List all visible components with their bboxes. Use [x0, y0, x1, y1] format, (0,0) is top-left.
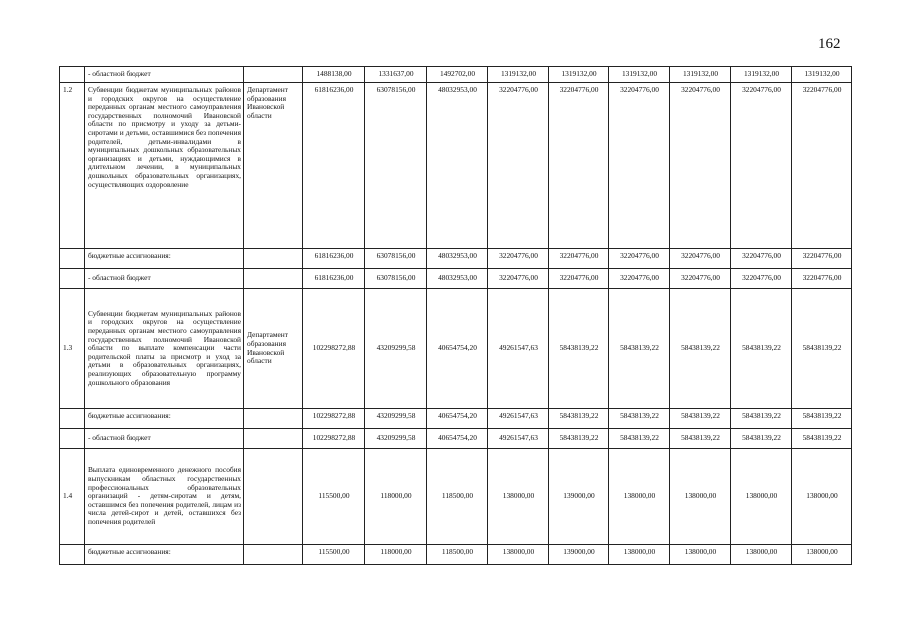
amount-cell: 58438139,22 — [670, 289, 731, 409]
table-row — [60, 83, 852, 249]
amount-cell: 49261547,63 — [488, 289, 549, 409]
row-number-cell — [60, 249, 85, 269]
amount-cell: 32204776,00 — [488, 83, 549, 249]
amount-cell: 102298272,88 — [303, 429, 365, 449]
amount-cell: 32204776,00 — [549, 249, 609, 269]
amount-cell: 58438139,22 — [670, 409, 731, 429]
amount-cell: 58438139,22 — [549, 289, 609, 409]
amount-cell: 138000,00 — [609, 545, 670, 565]
amount-cell: 1319132,00 — [731, 67, 792, 83]
row-label-cell: Выплата единовременного денежного пособия выпускникам областных государственных профессиональных образовательных организаций - детям-сиротам и детям, оставшимся без попечения родителей, лицам из числа детей-сирот и детей, оставшихся без попечения родителей — [85, 449, 244, 545]
amount-cell: 139000,00 — [549, 545, 609, 565]
amount-cell: 58438139,22 — [792, 289, 852, 409]
row-label-cell: - областной бюджет — [85, 67, 244, 83]
amount-cell: 63078156,00 — [365, 83, 427, 249]
row-number-cell: 1.3 — [60, 289, 85, 409]
row-label-cell: бюджетные ассигнования: — [85, 409, 244, 429]
amount-cell: 1319132,00 — [609, 67, 670, 83]
responsible-org-cell — [244, 269, 303, 289]
amount-cell: 138000,00 — [609, 449, 670, 545]
amount-cell: 1319132,00 — [488, 67, 549, 83]
responsible-org-cell — [244, 545, 303, 565]
amount-cell: 32204776,00 — [731, 249, 792, 269]
amount-cell: 138000,00 — [792, 545, 852, 565]
amount-cell: 138000,00 — [488, 449, 549, 545]
amount-cell: 118500,00 — [427, 449, 488, 545]
amount-cell: 32204776,00 — [670, 249, 731, 269]
table-row — [60, 545, 852, 565]
amount-cell: 58438139,22 — [731, 409, 792, 429]
amount-cell: 32204776,00 — [609, 249, 670, 269]
amount-cell: 115500,00 — [303, 449, 365, 545]
row-number-cell: 1.2 — [60, 83, 85, 249]
amount-cell: 32204776,00 — [731, 83, 792, 249]
responsible-org-cell — [244, 449, 303, 545]
amount-cell: 58438139,22 — [792, 409, 852, 429]
amount-cell: 138000,00 — [792, 449, 852, 545]
amount-cell: 63078156,00 — [365, 269, 427, 289]
amount-cell: 32204776,00 — [488, 269, 549, 289]
amount-cell: 58438139,22 — [670, 429, 731, 449]
amount-cell: 32204776,00 — [488, 249, 549, 269]
amount-cell: 138000,00 — [731, 449, 792, 545]
amount-cell: 1319132,00 — [792, 67, 852, 83]
amount-cell: 61816236,00 — [303, 249, 365, 269]
amount-cell: 1488138,00 — [303, 67, 365, 83]
row-number-cell — [60, 545, 85, 565]
row-number-cell — [60, 409, 85, 429]
row-number-cell — [60, 269, 85, 289]
amount-cell: 1331637,00 — [365, 67, 427, 83]
amount-cell: 1319132,00 — [549, 67, 609, 83]
amount-cell: 58438139,22 — [792, 429, 852, 449]
amount-cell: 40654754,20 — [427, 289, 488, 409]
amount-cell: 32204776,00 — [670, 269, 731, 289]
amount-cell: 61816236,00 — [303, 83, 365, 249]
table-row — [60, 429, 852, 449]
responsible-org-cell — [244, 67, 303, 83]
table-row — [60, 249, 852, 269]
row-label-cell: Субвенции бюджетам муниципальных районов и городских округов на осуществление переданных органам местного самоуправления государственных полномочий Ивановской области по присмотру и уходу за детьми-сиротами и детьми, оставшимися без попечения родителей, детьми-инвалидами в муниципальных дошкольных образовательных организациях и детьми, нуждающимися в длительном лечении, в муниципальных дошкольных образовательных организациях, осуществляющих оздоровление — [85, 83, 244, 249]
responsible-org-cell: Департамент образования Ивановской области — [244, 289, 303, 409]
amount-cell: 40654754,20 — [427, 409, 488, 429]
amount-cell: 138000,00 — [731, 545, 792, 565]
responsible-org-cell — [244, 429, 303, 449]
amount-cell: 32204776,00 — [670, 83, 731, 249]
amount-cell: 32204776,00 — [792, 83, 852, 249]
amount-cell: 58438139,22 — [731, 429, 792, 449]
amount-cell: 1319132,00 — [670, 67, 731, 83]
amount-cell: 138000,00 — [488, 545, 549, 565]
amount-cell: 48032953,00 — [427, 269, 488, 289]
row-number-cell: 1.4 — [60, 449, 85, 545]
table-row — [60, 409, 852, 429]
row-label-cell: бюджетные ассигнования: — [85, 545, 244, 565]
amount-cell: 43209299,58 — [365, 429, 427, 449]
amount-cell: 48032953,00 — [427, 83, 488, 249]
amount-cell: 32204776,00 — [792, 269, 852, 289]
budget-table — [59, 66, 852, 565]
amount-cell: 58438139,22 — [549, 409, 609, 429]
amount-cell: 49261547,63 — [488, 409, 549, 429]
amount-cell: 32204776,00 — [609, 269, 670, 289]
amount-cell: 58438139,22 — [549, 429, 609, 449]
row-label-cell: - областной бюджет — [85, 269, 244, 289]
amount-cell: 58438139,22 — [609, 289, 670, 409]
amount-cell: 32204776,00 — [731, 269, 792, 289]
amount-cell: 61816236,00 — [303, 269, 365, 289]
amount-cell: 32204776,00 — [549, 269, 609, 289]
responsible-org-cell: Департамент образования Ивановской области — [244, 83, 303, 249]
amount-cell: 1492702,00 — [427, 67, 488, 83]
page-number: 162 — [818, 36, 841, 52]
responsible-org-cell — [244, 249, 303, 269]
amount-cell: 32204776,00 — [609, 83, 670, 249]
row-number-cell — [60, 429, 85, 449]
amount-cell: 49261547,63 — [488, 429, 549, 449]
amount-cell: 138000,00 — [670, 449, 731, 545]
amount-cell: 58438139,22 — [609, 429, 670, 449]
amount-cell: 58438139,22 — [731, 289, 792, 409]
amount-cell: 48032953,00 — [427, 249, 488, 269]
amount-cell: 138000,00 — [670, 545, 731, 565]
amount-cell: 40654754,20 — [427, 429, 488, 449]
amount-cell: 43209299,58 — [365, 289, 427, 409]
table-row — [60, 289, 852, 409]
amount-cell: 43209299,58 — [365, 409, 427, 429]
responsible-org-cell — [244, 409, 303, 429]
amount-cell: 118500,00 — [427, 545, 488, 565]
amount-cell: 139000,00 — [549, 449, 609, 545]
table-row — [60, 67, 852, 83]
amount-cell: 58438139,22 — [609, 409, 670, 429]
row-label-cell: - областной бюджет — [85, 429, 244, 449]
row-label-cell: Субвенции бюджетам муниципальных районов и городских округов на осуществление переданных органам местного самоуправления государственных полномочий Ивановской области по выплате компенсации части родительской платы за присмотр и уход за детьми в образовательных организациях, реализующих образовательную программу дошкольного образования — [85, 289, 244, 409]
table-row — [60, 269, 852, 289]
amount-cell: 115500,00 — [303, 545, 365, 565]
table-row — [60, 449, 852, 545]
amount-cell: 63078156,00 — [365, 249, 427, 269]
amount-cell: 118000,00 — [365, 545, 427, 565]
row-number-cell — [60, 67, 85, 83]
row-label-cell: бюджетные ассигнования: — [85, 249, 244, 269]
amount-cell: 102298272,88 — [303, 409, 365, 429]
amount-cell: 32204776,00 — [792, 249, 852, 269]
amount-cell: 118000,00 — [365, 449, 427, 545]
amount-cell: 32204776,00 — [549, 83, 609, 249]
amount-cell: 102298272,88 — [303, 289, 365, 409]
